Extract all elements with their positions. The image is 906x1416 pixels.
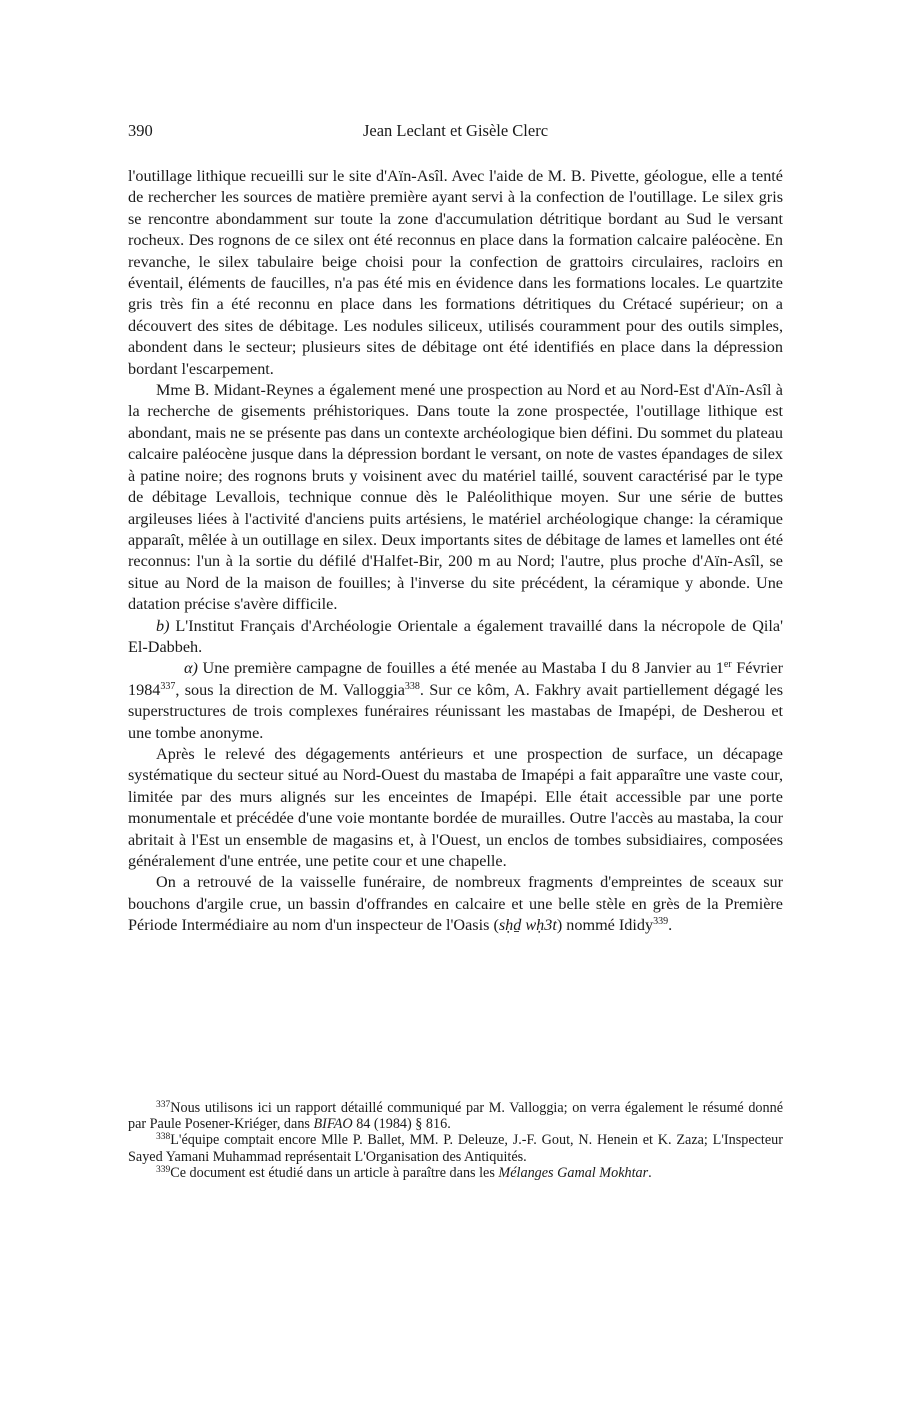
paragraph-prospection: Mme B. Midant-Reynes a également mené une prospection au Nord et au Nord-Est d'Aïn-Asîl à la recherche de gisements préhistoriques. Dans toute la zone prospectée, l'outillage lithique est abondant, mais ne se présente pas dans un contexte archéologique bien défini. Du sommet du plateau calcaire paléocène jusque dans la dépression bordant le versant, on note de vastes épandages de silex à patine noire; des rognons bruts y voisinent avec du matériel taillé, souvent caractérisé par le type de débitage Levallois, technique connue dès le Paléolithique moyen. Sur une série de buttes argileuses liées à l'activité d'anciens puits artésiens, le matériel archéologique change: la céramique apparaît, mêlée à un outillage en silex. Deux importants sites de débitage de lames et lamelles ont été reconnus: l'un à la sortie du défilé d'Halfet-Bir, 200 m au Nord; l'autre, plus proche d'Aïn-Asîl, se situe au Nord de la maison de fouilles; à l'inverse du site précédent, la céramique y abonde. Une datation précise s'avère difficile.: [128, 381, 783, 614]
paragraph-excavation: Après le relevé des dégagements antérieurs et une prospection de surface, un décapage systématique du secteur situé au Nord-Ouest du mastaba de Imapépi a fait apparaître une vaste cour, limitée par des murs alignés sur les enceintes de Imapépi. Elle était accessible par une porte monumentale et précédée d'une voie montante bordée de murailles. Outre l'accès au mastaba, la cour abritait à l'Est un ensemble de magasins et, à l'Ouest, un enclos de tombes subsidiaires, composées généralement d'une entrée, une petite cour et une chapelle.: [128, 744, 783, 870]
footnote-337: $^{337}$Nous utilisons ici un rapport détaillé communiqué par M. Valloggia; on verra également le résumé donné par Paule Posener-Kriéger, dans BIFAO 84 (1984) § 816.: [128, 1100, 783, 1133]
paragraph-ifao: b) L'Institut Français d'Archéologie Orientale a également travaillé dans la nécropole de Qila' El-Dabbeh.: [128, 616, 783, 656]
footnote-ref-337[interactable]: 337: [160, 680, 176, 692]
paragraph-campaign: α) Une première campagne de fouilles a été menée au Mastaba I du 8 Janvier au 1er Février 1984$^{337}$, sous la direction de M. Valloggia$^{338}$. Sur ce kôm, A. Fakhry avait partiellement dégagé les superstructures de trois complexes funéraires réunissant les mastabas de Imapépi, de Desherou et une tombe anonyme.: [128, 659, 783, 742]
footnote-ref-338[interactable]: 338: [404, 680, 420, 692]
running-title: Jean Leclant et Gisèle Clerc: [362, 121, 549, 140]
transliteration: sḥḏ wḥ3t: [498, 916, 557, 935]
paragraph-finds: On a retrouvé de la vaisselle funéraire, de nombreux fragments d'empreintes de sceaux sur bouchons d'argile crue, un bassin d'offrandes en calcaire et une belle stèle en grès de la Première Période Intermédiaire au nom d'un inspecteur de l'Oasis (sḥḏ wḥ3t) nommé Ididy$^{339}$.: [128, 873, 783, 935]
footnote-339: $^{339}$Ce document est étudié dans un article à paraître dans les Mélanges Gamal Mokhtar.: [156, 1164, 652, 1181]
paragraph-lithic-sources: l'outillage lithique recueilli sur le site d'Aïn-Asîl. Avec l'aide de M. B. Pivette, géologue, elle a tenté de rechercher les sources de matière première ayant servi à la confection de l'outillage. Le silex gris se rencontre abondamment sur toute la zone d'accumulation détritique bordant au Sud le versant rocheux. Des rognons de ce silex ont été reconnus en place dans la formation calcaire paléocène. En revanche, le silex tabulaire beige choisi pour la confection de grattoirs circulaires, racloirs en éventail, éléments de faucilles, n'a pas été mis en évidence dans les formations locales. Le quartzite gris très fin a été reconnu en place dans les formations détritiques du Crétacé supérieur; on a découvert des sites de débitage. Les nodules siliceux, utilisés couramment pour des outils simples, abondent dans le secteur; plusieurs sites de débitage ont été identifiés en place dans la dépression bordant l'escarpement.: [128, 167, 783, 378]
footnote-338: $^{338}$L'équipe comptait encore Mlle P. Ballet, MM. P. Deleuze, J.-F. Gout, N. Henein et K. Zaza; L'Inspecteur Sayed Yamani Muhammad représentait L'Organisation des Antiquités.: [128, 1132, 783, 1165]
section-label-alpha: α): [184, 659, 198, 678]
page-number: 390: [128, 121, 153, 140]
footnotes: [128, 1100, 783, 1181]
section-label-b: b): [156, 616, 170, 635]
running-head: [128, 121, 783, 145]
body-text: [128, 166, 783, 937]
footnote-ref-339[interactable]: 339: [653, 916, 669, 928]
